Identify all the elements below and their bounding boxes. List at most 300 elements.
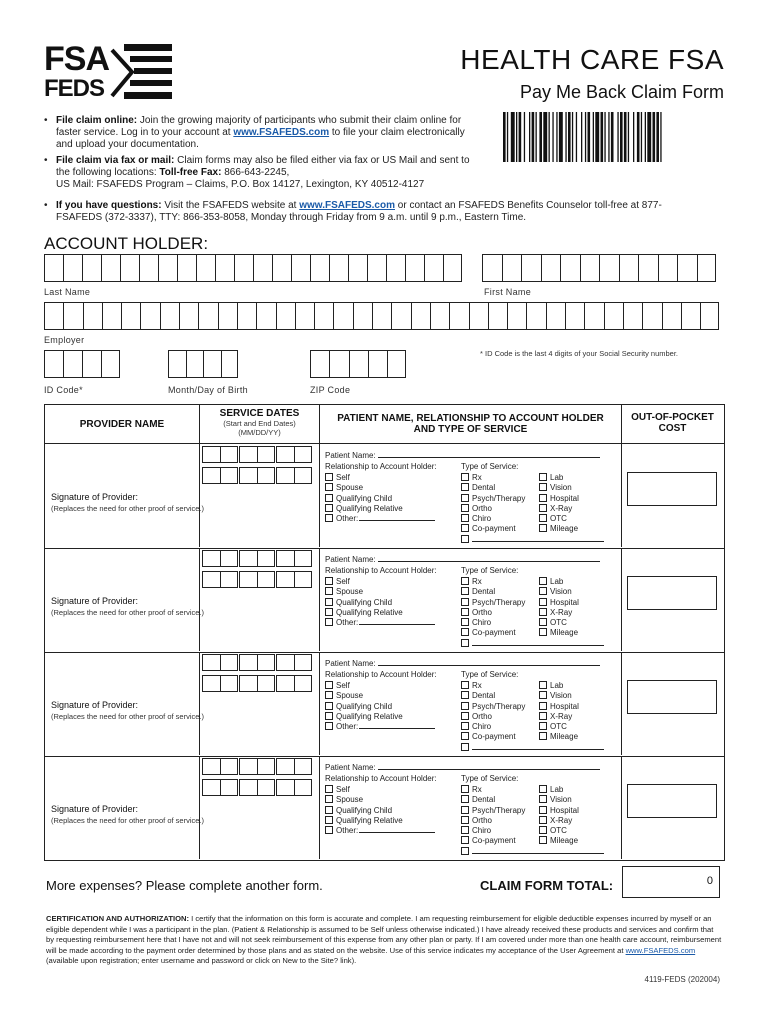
char-cell[interactable] — [449, 302, 468, 330]
service-type-option[interactable]: Rx — [461, 785, 525, 795]
checkbox-icon[interactable] — [461, 514, 469, 522]
provider-cell[interactable] — [45, 548, 204, 651]
checkbox-icon[interactable] — [461, 847, 469, 855]
char-cell[interactable] — [681, 302, 700, 330]
service-type-option[interactable]: Mileage — [539, 836, 579, 846]
char-cell[interactable] — [63, 350, 82, 378]
char-cell[interactable] — [215, 254, 234, 282]
checkbox-icon[interactable] — [325, 795, 333, 803]
checkbox-icon[interactable] — [325, 681, 333, 689]
char-cell[interactable] — [642, 302, 661, 330]
end-date-field[interactable] — [202, 779, 312, 796]
checkbox-icon[interactable] — [325, 785, 333, 793]
service-type-option[interactable]: Vision — [539, 795, 579, 805]
first-name-field[interactable] — [482, 254, 716, 282]
checkbox-icon[interactable] — [539, 473, 547, 481]
char-cell[interactable] — [541, 254, 561, 282]
relationship-option[interactable]: Other: — [325, 514, 435, 524]
cost-cell — [622, 548, 723, 651]
relationship-option[interactable]: Self — [325, 785, 435, 795]
last-name-label: Last Name — [44, 287, 91, 297]
dob-field[interactable] — [168, 350, 238, 378]
char-cell[interactable] — [560, 254, 580, 282]
patient-name-field[interactable]: Patient Name: — [325, 763, 600, 773]
service-type-option[interactable]: Lab — [539, 681, 579, 691]
id-code-field[interactable] — [44, 350, 120, 378]
service-type-option[interactable]: X-Ray — [539, 712, 579, 722]
checkbox-icon[interactable] — [461, 702, 469, 710]
service-type-option[interactable]: OTC — [539, 514, 579, 524]
char-cell[interactable] — [63, 302, 82, 330]
service-type-option[interactable]: Vision — [539, 587, 579, 597]
checkbox-icon[interactable] — [461, 743, 469, 751]
service-type-option[interactable]: Mileage — [539, 732, 579, 742]
service-type-col1 — [461, 473, 525, 535]
char-cell[interactable] — [349, 350, 368, 378]
char-cell[interactable] — [565, 302, 584, 330]
relationship-options — [325, 577, 435, 628]
claim-row — [44, 652, 725, 757]
char-cell[interactable] — [526, 302, 545, 330]
char-cell[interactable] — [120, 254, 139, 282]
checkbox-icon[interactable] — [461, 816, 469, 824]
patient-name-field[interactable]: Patient Name: — [325, 451, 600, 461]
char-cell[interactable] — [101, 254, 120, 282]
cost-cell — [622, 756, 723, 859]
relationship-option[interactable]: Qualifying Child — [325, 702, 435, 712]
cost-field[interactable] — [627, 576, 717, 610]
checkbox-icon[interactable] — [461, 577, 469, 585]
fsafeds-link-2[interactable]: www.FSAFEDS.com — [299, 200, 395, 211]
service-type-option[interactable]: Mileage — [539, 524, 579, 534]
checkbox-icon[interactable] — [539, 514, 547, 522]
relationship-option[interactable]: Spouse — [325, 691, 435, 701]
service-type-option[interactable]: Psych/Therapy — [461, 598, 525, 608]
service-type-option[interactable]: Vision — [539, 691, 579, 701]
service-type-option[interactable]: OTC — [539, 618, 579, 628]
char-cell[interactable] — [44, 254, 63, 282]
relationship-option[interactable]: Other: — [325, 722, 435, 732]
char-cell[interactable] — [139, 254, 158, 282]
checkbox-icon[interactable] — [539, 618, 547, 626]
checkbox-icon[interactable] — [539, 587, 547, 595]
start-date-field[interactable] — [202, 758, 312, 775]
service-type-option[interactable]: Ortho — [461, 712, 525, 722]
char-cell[interactable] — [386, 254, 405, 282]
service-type-option[interactable]: Hospital — [539, 702, 579, 712]
checkbox-icon[interactable] — [325, 598, 333, 606]
service-type-label: Type of Service: — [461, 670, 519, 679]
checkbox-icon[interactable] — [461, 598, 469, 606]
service-type-other[interactable] — [461, 847, 604, 857]
char-cell[interactable] — [83, 302, 102, 330]
cost-field[interactable] — [627, 680, 717, 714]
relationship-option[interactable]: Other: — [325, 618, 435, 628]
claim-row — [44, 548, 725, 653]
relationship-option[interactable]: Qualifying Relative — [325, 504, 435, 514]
cost-field[interactable] — [627, 472, 717, 506]
checkbox-icon[interactable] — [325, 806, 333, 814]
relationship-option[interactable]: Qualifying Relative — [325, 816, 435, 826]
service-type-col1 — [461, 681, 525, 743]
char-cell[interactable] — [237, 302, 256, 330]
checkbox-icon[interactable] — [539, 598, 547, 606]
relationship-option[interactable]: Spouse — [325, 587, 435, 597]
service-type-option[interactable]: Rx — [461, 681, 525, 691]
checkbox-icon[interactable] — [325, 483, 333, 491]
barcode-icon — [503, 112, 723, 162]
checkbox-icon[interactable] — [539, 795, 547, 803]
relationship-option[interactable]: Spouse — [325, 795, 435, 805]
end-date-field[interactable] — [202, 467, 312, 484]
cost-field[interactable] — [627, 784, 717, 818]
checkbox-icon[interactable] — [539, 836, 547, 844]
service-type-option[interactable]: Lab — [539, 473, 579, 483]
char-cell[interactable] — [63, 254, 82, 282]
patient-cell — [320, 652, 622, 755]
service-type-option[interactable]: OTC — [539, 826, 579, 836]
checkbox-icon[interactable] — [461, 712, 469, 720]
patient-name-field[interactable]: Patient Name: — [325, 555, 600, 565]
service-type-option[interactable]: Ortho — [461, 608, 525, 618]
provider-cell[interactable] — [45, 652, 204, 755]
checkbox-icon[interactable] — [461, 732, 469, 740]
char-cell[interactable] — [584, 302, 603, 330]
char-cell[interactable] — [179, 302, 198, 330]
service-type-option[interactable]: Dental — [461, 691, 525, 701]
relationship-label: Relationship to Account Holder: — [325, 566, 437, 575]
checkbox-icon[interactable] — [461, 628, 469, 636]
cert-link[interactable]: www.FSAFEDS.com — [625, 945, 696, 955]
provider-signature-note: (Replaces the need for other proof of service.) — [51, 712, 204, 721]
char-cell[interactable] — [623, 302, 642, 330]
char-cell[interactable] — [295, 302, 314, 330]
char-cell[interactable] — [430, 302, 449, 330]
service-type-option[interactable]: Co-payment — [461, 628, 525, 638]
char-cell[interactable] — [658, 254, 678, 282]
char-cell[interactable] — [405, 254, 424, 282]
service-type-option[interactable]: Hospital — [539, 598, 579, 608]
relationship-label: Relationship to Account Holder: — [325, 774, 437, 783]
service-type-option[interactable]: Ortho — [461, 816, 525, 826]
checkbox-icon[interactable] — [539, 577, 547, 585]
claim-total-field[interactable] — [622, 866, 720, 898]
checkbox-icon[interactable] — [461, 785, 469, 793]
checkbox-icon[interactable] — [461, 587, 469, 595]
char-cell[interactable] — [697, 254, 717, 282]
char-cell[interactable] — [310, 350, 329, 378]
checkbox-icon[interactable] — [461, 691, 469, 699]
service-type-option[interactable]: X-Ray — [539, 504, 579, 514]
checkbox-icon[interactable] — [461, 483, 469, 491]
char-cell[interactable] — [424, 254, 443, 282]
checkbox-icon[interactable] — [325, 608, 333, 616]
checkbox-icon[interactable] — [325, 494, 333, 502]
checkbox-icon[interactable] — [461, 618, 469, 626]
checkbox-icon[interactable] — [325, 826, 333, 834]
provider-signature-label: Signature of Provider: — [51, 700, 139, 710]
checkbox-icon[interactable] — [539, 494, 547, 502]
zip-field[interactable] — [310, 350, 406, 378]
provider-cell[interactable] — [45, 756, 204, 859]
checkbox-icon[interactable] — [539, 722, 547, 730]
char-cell[interactable] — [140, 302, 159, 330]
service-type-col2 — [539, 473, 579, 535]
start-date-field[interactable] — [202, 654, 312, 671]
char-cell[interactable] — [700, 302, 719, 330]
char-cell[interactable] — [234, 254, 253, 282]
service-dates-cell — [200, 652, 320, 755]
service-type-option[interactable]: Dental — [461, 587, 525, 597]
last-name-field[interactable] — [44, 254, 462, 282]
checkbox-icon[interactable] — [539, 483, 547, 491]
service-type-option[interactable]: Chiro — [461, 826, 525, 836]
service-type-option[interactable]: Rx — [461, 473, 525, 483]
char-cell[interactable] — [619, 254, 639, 282]
service-type-option[interactable]: Ortho — [461, 504, 525, 514]
char-cell[interactable] — [372, 302, 391, 330]
service-type-option[interactable]: OTC — [539, 722, 579, 732]
char-cell[interactable] — [677, 254, 697, 282]
char-cell[interactable] — [368, 350, 387, 378]
service-type-option[interactable]: Hospital — [539, 494, 579, 504]
char-cell[interactable] — [329, 350, 348, 378]
claim-total-value: 0 — [706, 875, 713, 887]
char-cell[interactable] — [502, 254, 522, 282]
service-type-option[interactable]: Co-payment — [461, 524, 525, 534]
char-cell[interactable] — [186, 350, 204, 378]
end-date-field[interactable] — [202, 675, 312, 692]
start-date-field[interactable] — [202, 446, 312, 463]
checkbox-icon[interactable] — [461, 608, 469, 616]
char-cell[interactable] — [443, 254, 462, 282]
service-type-option[interactable]: Co-payment — [461, 732, 525, 742]
relationship-option[interactable]: Qualifying Child — [325, 806, 435, 816]
service-type-option[interactable]: Co-payment — [461, 836, 525, 846]
char-cell[interactable] — [638, 254, 658, 282]
checkbox-icon[interactable] — [461, 524, 469, 532]
checkbox-icon[interactable] — [539, 806, 547, 814]
char-cell[interactable] — [599, 254, 619, 282]
checkbox-icon[interactable] — [539, 712, 547, 720]
char-cell[interactable] — [196, 254, 215, 282]
char-cell[interactable] — [333, 302, 352, 330]
relationship-option[interactable]: Self — [325, 577, 435, 587]
checkbox-icon[interactable] — [539, 826, 547, 834]
checkbox-icon[interactable] — [325, 816, 333, 824]
char-cell[interactable] — [469, 302, 488, 330]
checkbox-icon[interactable] — [539, 785, 547, 793]
first-name-label: First Name — [484, 287, 532, 297]
char-cell[interactable] — [507, 302, 526, 330]
patient-name-field[interactable]: Patient Name: — [325, 659, 600, 669]
checkbox-icon[interactable] — [325, 618, 333, 626]
service-type-option[interactable]: Lab — [539, 785, 579, 795]
provider-signature-note: (Replaces the need for other proof of service.) — [51, 608, 204, 617]
char-cell[interactable] — [482, 254, 502, 282]
char-cell[interactable] — [329, 254, 348, 282]
relationship-option[interactable]: Self — [325, 473, 435, 483]
char-cell[interactable] — [367, 254, 386, 282]
char-cell[interactable] — [177, 254, 196, 282]
char-cell[interactable] — [662, 302, 681, 330]
relationship-option[interactable]: Qualifying Relative — [325, 608, 435, 618]
id-code-label: ID Code* — [44, 385, 83, 395]
char-cell[interactable] — [160, 302, 179, 330]
relationship-option[interactable]: Qualifying Child — [325, 494, 435, 504]
employer-label: Employer — [44, 335, 85, 345]
char-cell[interactable] — [82, 350, 101, 378]
char-cell[interactable] — [604, 302, 623, 330]
claims-table-header — [44, 404, 725, 444]
checkbox-icon[interactable] — [461, 639, 469, 647]
service-type-option[interactable]: Lab — [539, 577, 579, 587]
instruction-questions: • If you have questions: Visit the FSAFEDS website at www.FSAFEDS.com or contact an FSAFEDS Benefits Counselor toll-free at 877-FSAFEDS (372-3337), TTY: 866-353-8058, Monday through Friday from 9 a.m. until 9 p.m., Eastern Time. — [44, 200, 662, 223]
patient-cell — [320, 444, 622, 547]
checkbox-icon[interactable] — [325, 577, 333, 585]
provider-header: PROVIDER NAME — [45, 405, 200, 443]
relationship-option[interactable]: Other: — [325, 826, 435, 836]
char-cell[interactable] — [391, 302, 410, 330]
service-type-option[interactable]: Dental — [461, 795, 525, 805]
checkbox-icon[interactable] — [539, 681, 547, 689]
instructions — [44, 115, 484, 191]
char-cell[interactable] — [546, 302, 565, 330]
provider-cell[interactable] — [45, 444, 204, 547]
checkbox-icon[interactable] — [325, 702, 333, 710]
service-type-option[interactable]: Dental — [461, 483, 525, 493]
claim-row — [44, 756, 725, 861]
checkbox-icon[interactable] — [539, 524, 547, 532]
checkbox-icon[interactable] — [461, 535, 469, 543]
checkbox-icon[interactable] — [325, 712, 333, 720]
form-subtitle: Pay Me Back Claim Form — [519, 82, 724, 102]
service-type-option[interactable]: X-Ray — [539, 608, 579, 618]
checkbox-icon[interactable] — [461, 806, 469, 814]
char-cell[interactable] — [580, 254, 600, 282]
checkbox-icon[interactable] — [325, 691, 333, 699]
char-cell[interactable] — [168, 350, 186, 378]
checkbox-icon[interactable] — [461, 795, 469, 803]
checkbox-icon[interactable] — [325, 587, 333, 595]
relationship-option[interactable]: Spouse — [325, 483, 435, 493]
relationship-options — [325, 473, 435, 524]
dob-label: Month/Day of Birth — [168, 385, 248, 395]
employer-field[interactable] — [44, 302, 719, 330]
certification-text: CERTIFICATION AND AUTHORIZATION: I certify that the information on this form is accurate and complete. I am requesting reimbursement for eligible deductible expenses incurred by myself or an eligible dependent while I was a participant in the plan. (Patient & Relationship is assumed to be Self unless otherwise indicated.) I have already received these products and services and confirm that by requesting reimbursement here that I have not and will not seek reimbursement of this expense from any other plan or party. If I am covered under more than one health care account, reimbursement will be made according to the payment order determined by those plans and as stated on the website. Use of this service indicates my acceptance of the User Agreement at www.FSAFEDS.com (available upon registration; enter username and password or click on New to the Site? link). — [46, 914, 722, 966]
patient-cell — [320, 756, 622, 859]
char-cell[interactable] — [82, 254, 101, 282]
checkbox-icon[interactable] — [539, 608, 547, 616]
checkbox-icon[interactable] — [539, 816, 547, 824]
service-type-option[interactable]: Hospital — [539, 806, 579, 816]
fsafeds-link[interactable]: www.FSAFEDS.com — [233, 127, 330, 138]
checkbox-icon[interactable] — [461, 681, 469, 689]
service-type-option[interactable]: Psych/Therapy — [461, 494, 525, 504]
char-cell[interactable] — [291, 254, 310, 282]
service-type-option[interactable]: Vision — [539, 483, 579, 493]
service-type-option[interactable]: Chiro — [461, 618, 525, 628]
char-cell[interactable] — [121, 302, 140, 330]
relationship-option[interactable]: Self — [325, 681, 435, 691]
service-type-label: Type of Service: — [461, 566, 519, 575]
checkbox-icon[interactable] — [539, 628, 547, 636]
provider-signature-label: Signature of Provider: — [51, 804, 139, 814]
relationship-option[interactable]: Qualifying Child — [325, 598, 435, 608]
char-cell[interactable] — [218, 302, 237, 330]
char-cell[interactable] — [253, 254, 272, 282]
checkbox-icon[interactable] — [461, 473, 469, 481]
checkbox-icon[interactable] — [325, 722, 333, 730]
checkbox-icon[interactable] — [461, 494, 469, 502]
char-cell[interactable] — [44, 302, 63, 330]
char-cell[interactable] — [276, 302, 295, 330]
char-cell[interactable] — [272, 254, 291, 282]
char-cell[interactable] — [198, 302, 217, 330]
service-type-other[interactable] — [461, 535, 604, 545]
service-dates-cell — [200, 756, 320, 859]
char-cell[interactable] — [348, 254, 367, 282]
service-type-option[interactable]: X-Ray — [539, 816, 579, 826]
provider-signature-label: Signature of Provider: — [51, 492, 139, 502]
relationship-option[interactable]: Qualifying Relative — [325, 712, 435, 722]
char-cell[interactable] — [158, 254, 177, 282]
checkbox-icon[interactable] — [539, 504, 547, 512]
checkbox-icon[interactable] — [461, 504, 469, 512]
char-cell[interactable] — [411, 302, 430, 330]
char-cell[interactable] — [521, 254, 541, 282]
checkbox-icon[interactable] — [539, 691, 547, 699]
char-cell[interactable] — [387, 350, 406, 378]
checkbox-icon[interactable] — [325, 514, 333, 522]
checkbox-icon[interactable] — [461, 722, 469, 730]
instruction-online: • File claim online: Join the growing majority of participants who submit their claim online for faster service. Log in to your account at www.FSAFEDS.com to file your claim electronically and upload your documentation. — [44, 115, 465, 150]
char-cell[interactable] — [102, 302, 121, 330]
service-type-other[interactable] — [461, 639, 604, 649]
checkbox-icon[interactable] — [461, 836, 469, 844]
service-type-option[interactable]: Mileage — [539, 628, 579, 638]
service-type-col2 — [539, 577, 579, 639]
checkbox-icon[interactable] — [539, 732, 547, 740]
checkbox-icon[interactable] — [539, 702, 547, 710]
service-type-option[interactable]: Chiro — [461, 514, 525, 524]
char-cell[interactable] — [310, 254, 329, 282]
provider-signature-label: Signature of Provider: — [51, 596, 139, 606]
service-type-other[interactable] — [461, 743, 604, 753]
char-cell[interactable] — [256, 302, 275, 330]
char-cell[interactable] — [314, 302, 333, 330]
char-cell[interactable] — [44, 350, 63, 378]
service-type-option[interactable]: Rx — [461, 577, 525, 587]
provider-signature-note: (Replaces the need for other proof of service.) — [51, 816, 204, 825]
service-type-option[interactable]: Chiro — [461, 722, 525, 732]
char-cell[interactable] — [101, 350, 120, 378]
relationship-options — [325, 681, 435, 732]
char-cell[interactable] — [353, 302, 372, 330]
service-type-col1 — [461, 785, 525, 847]
char-cell[interactable] — [488, 302, 507, 330]
char-cell[interactable] — [203, 350, 221, 378]
service-type-label: Type of Service: — [461, 774, 519, 783]
checkbox-icon[interactable] — [461, 826, 469, 834]
start-date-field[interactable] — [202, 550, 312, 567]
end-date-field[interactable] — [202, 571, 312, 588]
service-type-option[interactable]: Psych/Therapy — [461, 806, 525, 816]
checkbox-icon[interactable] — [325, 473, 333, 481]
checkbox-icon[interactable] — [325, 504, 333, 512]
service-type-option[interactable]: Psych/Therapy — [461, 702, 525, 712]
char-cell[interactable] — [221, 350, 239, 378]
